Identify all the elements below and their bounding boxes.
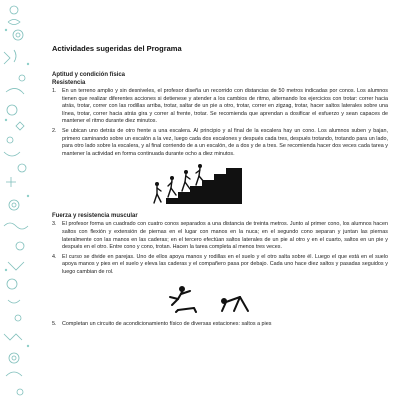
- item-number: 5.: [52, 320, 57, 327]
- list-item: [52, 254, 388, 277]
- item-text: Completan un circuito de acondicionamiento físico de diversas estaciones: saltos a pies: [62, 320, 272, 327]
- item-text: El profesor forma un cuadrado con cuatro conos separados a una distancia de treinta metros. Junto al primer cono, los alumnos hacen saltos con flexión y extensión de piernas en el lugar con manos en la nuca; en el segundo cono separan y juntan las piernas lateralmente con las manos en las caderas; en el tercero efectúan saltos laterales de un pie al otro y en el cuarto, saltos en un pie y después en el otro. Entre cono y cono, trotan. Hacen la tarea completa al menos tres veces.: [62, 221, 388, 251]
- list-item: [52, 88, 388, 126]
- activity-list-3: [52, 321, 388, 329]
- decorative-border: [0, 0, 40, 400]
- item-number: 3.: [52, 221, 57, 228]
- list-item: [52, 221, 388, 251]
- activity-list-2: [52, 221, 388, 276]
- list-item: [52, 321, 388, 329]
- item-number: 4.: [52, 253, 57, 260]
- item-text: En un terreno amplio y sin desniveles, el profesor diseña un recorrido con distancias de 50 metros indicadas por conos. Los alumnos tienen que realizar diferentes acciones si detienese y atender a los cambios de ritmo, alternando los ejercicios con trotar: correr hacia atrás, trotar, correr con las rodillas arriba, trotar, saltar de un pie a otro, trotar, correr en zigzag, trotar, hacer saltos laterales sobre una línea, trotar, correr hacia atrás gira y correr al frente, trotar. Se recomienda que aprendan a dosificar el esfuerzo y sean capaces de mantener el ritmo durante diez minutos.: [62, 88, 388, 125]
- list-item: [52, 128, 388, 158]
- section-heading-fuerza: Fuerza y resistencia muscular: [52, 213, 138, 220]
- subsection-heading-resistencia: Resistencia: [52, 80, 86, 86]
- stairs-running-illustration: [148, 162, 244, 206]
- activity-list-1: [52, 88, 388, 158]
- item-text: El curso se divide en parejas. Uno de ellos apoya manos y rodillas en el suelo y el otro salta sobre él. Luego el que está en el suelo apoya manos y pies en el suelo y eleva las caderas y el compañero pasa por debajo. Cada uno hace diez saltos y pasadas seguidos y luego cambian de rol.: [62, 253, 388, 275]
- item-text: Se ubican uno detrás de otro frente a una escalera. Al principio y al final de la escalera hay un cono. Los alumnos suben y bajan, primero caminando sobre un escalón a la vez, luego cada dos escalones y después cada tres, después trotando, trotando para un lado, para otro lado sobre la escalera, y al final corriendo de a un escalón, de a dos y de a tres. Se recomienda hacer dos veces cada tarea y mantener la actividad en forma continuada durante ocho a diez minutos.: [62, 127, 388, 157]
- document-content: [52, 44, 388, 330]
- item-number: 2.: [52, 127, 57, 134]
- item-number: 1.: [52, 88, 57, 94]
- page-title: Actividades sugeridas del Programa: [52, 44, 182, 53]
- section-heading-aptitud: Aptitud y condición física: [52, 72, 126, 78]
- partner-jump-illustration: [164, 283, 260, 313]
